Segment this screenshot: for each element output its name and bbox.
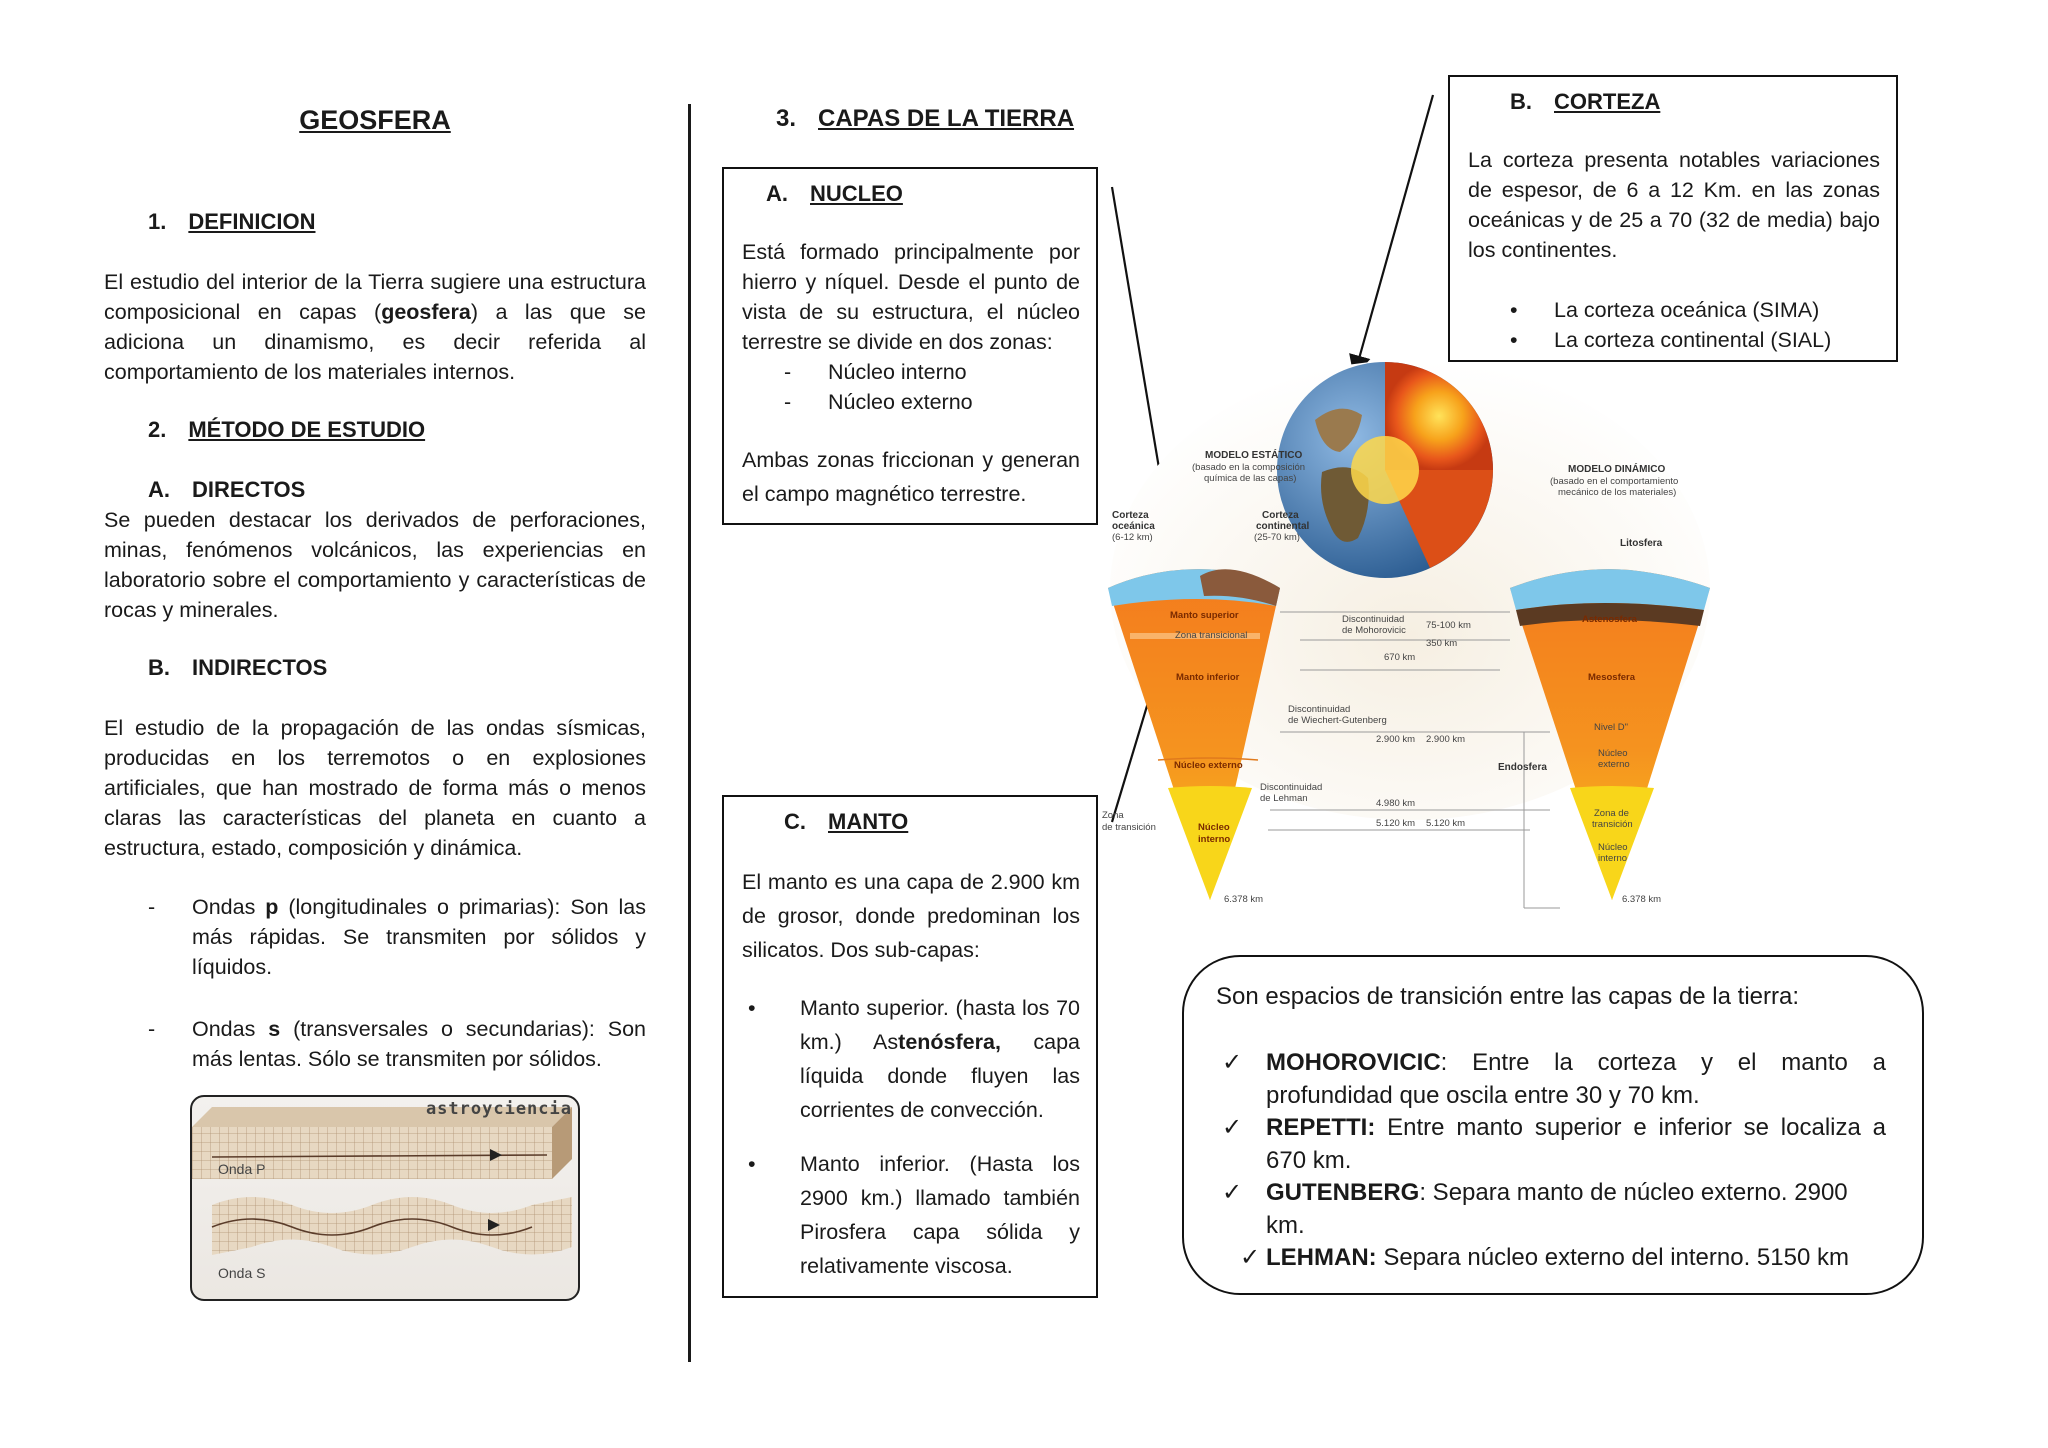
subsection-title: CORTEZA xyxy=(1554,89,1661,114)
list-item-text xyxy=(1266,1112,1886,1177)
label: interno xyxy=(1198,834,1231,845)
subsection-letter: A. xyxy=(148,477,170,502)
label: Discontinuidad xyxy=(1288,704,1351,715)
manto-text-after: capa líquida donde fluyen las corrientes de convección. xyxy=(800,1030,1080,1122)
page-title: GEOSFERA xyxy=(299,105,451,135)
label: Corteza xyxy=(1262,510,1299,521)
transiciones-box xyxy=(1182,955,1924,1295)
list-item-label: Núcleo interno xyxy=(828,360,967,384)
list-item xyxy=(1222,1112,1886,1177)
label: Núcleo xyxy=(1598,748,1628,759)
indirectos-paragraph: El estudio de la propagación de las ondas sísmicas, producidas en los terremotos o en explosiones artificiales, que han mostrado de forma más o menos claras las características del planeta en cuanto a estructura, estado, composición y dinámica. xyxy=(104,716,646,860)
list-item xyxy=(1222,1177,1886,1242)
onda-text-after: (longitudinales o primarias): Son las más rápidas. Se transmiten por sólidos y líquidos. xyxy=(192,895,647,979)
label: 670 km xyxy=(1384,652,1416,663)
list-dash: - xyxy=(148,895,156,919)
label: (25-70 km) xyxy=(1254,532,1300,543)
dynamic-model-subtitle: (basado en el comportamiento xyxy=(1550,476,1679,487)
watermark-logo: astroyciencia xyxy=(425,1099,572,1119)
definicion-bold: geosfera xyxy=(381,300,471,324)
label: de Lehman xyxy=(1260,793,1308,804)
dynamic-model-subtitle: mecánico de los materiales) xyxy=(1558,487,1677,498)
nucleo-paragraph-2: Ambas zonas friccionan y generan el campo magnético terrestre. xyxy=(742,448,1080,506)
onda-text: Ondas xyxy=(192,895,266,919)
section-title: CAPAS DE LA TIERRA xyxy=(818,105,1075,132)
definition: : Separa manto de núcleo externo. 2900 km. xyxy=(1266,1179,1848,1239)
nucleo-paragraph: Está formado principalmente por hierro y níquel. Desde el punto de vista de su estructura, el núcleo terrestre se divide en dos zonas: xyxy=(742,240,1080,354)
label: 6.378 km xyxy=(1224,894,1264,905)
subsection-title: INDIRECTOS xyxy=(192,655,328,680)
subsection-letter: B. xyxy=(148,655,170,680)
list-dash: - xyxy=(784,390,792,414)
term: REPETTI: xyxy=(1266,1114,1376,1141)
subsection-title: DIRECTOS xyxy=(192,477,306,502)
dynamic-model-title: MODELO DINÁMICO xyxy=(1568,464,1666,475)
label: 2.900 km xyxy=(1376,734,1416,745)
label: Astenosfera xyxy=(1582,614,1637,625)
earth-layers-diagram xyxy=(1100,360,1720,920)
list-item-text xyxy=(1266,1047,1886,1112)
label: 75-100 km xyxy=(1426,620,1471,631)
label: oceánica xyxy=(1112,521,1155,532)
label: 350 km xyxy=(1426,638,1458,649)
label: 2.900 km xyxy=(1426,734,1466,745)
label: Mesosfera xyxy=(1588,672,1635,683)
onda-p-label: Onda P xyxy=(218,1161,266,1177)
term: GUTENBERG xyxy=(1266,1179,1420,1206)
list-item xyxy=(1222,1047,1886,1112)
checkmark-icon: ✓ xyxy=(1222,1049,1243,1076)
label: Discontinuidad xyxy=(1260,782,1323,793)
label: transición xyxy=(1592,819,1633,830)
list-bullet: • xyxy=(1510,328,1518,352)
globe-icon xyxy=(1277,362,1493,578)
list-bullet: • xyxy=(748,1152,756,1176)
list-item-label: La corteza oceánica (SIMA) xyxy=(1554,298,1820,322)
list-item-label: Núcleo externo xyxy=(828,390,973,414)
manto-paragraph: El manto es una capa de 2.900 km de grosor, donde predominan los silicatos. Dos sub-capas: xyxy=(742,870,1080,962)
subsection-letter: C. xyxy=(784,809,806,834)
label: externo xyxy=(1598,759,1630,770)
list-dash: - xyxy=(784,360,792,384)
label: 5.120 km xyxy=(1376,818,1416,829)
label: Endosfera xyxy=(1498,762,1547,773)
definicion-text-after: ) a las que se adiciona un dinamismo, es decir referida al comportamiento de los materiales internos. xyxy=(104,300,646,384)
static-model-subtitle: (basado en la composición xyxy=(1192,462,1306,473)
section-number: 3. xyxy=(776,105,797,132)
list-item-text xyxy=(1266,1177,1886,1242)
onda-bold: s xyxy=(268,1017,281,1041)
checkmark-icon: ✓ xyxy=(1240,1244,1261,1271)
definition: : Entre la corteza y el manto a profundidad que oscila entre 30 y 70 km. xyxy=(1266,1049,1886,1109)
manto-text: Manto superior. (hasta los 70 km.) As xyxy=(800,996,1080,1054)
label: 5.120 km xyxy=(1426,818,1466,829)
label: Nivel D" xyxy=(1594,722,1628,733)
term: LEHMAN: xyxy=(1266,1244,1377,1271)
onda-bold: p xyxy=(265,895,279,919)
list-dash: - xyxy=(148,1017,156,1041)
label: interno xyxy=(1598,853,1628,864)
label: de Mohorovicic xyxy=(1342,625,1406,636)
corteza-paragraph: La corteza presenta notables variaciones de espesor, de 6 a 12 Km. en las zonas oceánicas y de 25 a 70 (32 de media) bajo los continentes. xyxy=(1468,148,1880,262)
list-item xyxy=(1222,1242,1886,1275)
label: Núcleo externo xyxy=(1174,760,1243,771)
label: Núcleo xyxy=(1598,842,1628,853)
label: Manto inferior xyxy=(1176,672,1240,683)
onda-text: Ondas xyxy=(192,1017,269,1041)
subsection-letter: A. xyxy=(766,181,788,206)
subsection-letter: B. xyxy=(1510,89,1532,114)
definicion-text: El estudio del interior de la Tierra sugiere una estructura composicional en capas ( xyxy=(104,270,646,324)
list-item-label: La corteza continental (SIAL) xyxy=(1554,328,1832,352)
corteza-arrow xyxy=(1355,95,1433,373)
section-title: DEFINICION xyxy=(188,209,316,234)
label: Zona xyxy=(1102,810,1124,821)
checkmark-icon: ✓ xyxy=(1222,1114,1243,1141)
subsection-title: NUCLEO xyxy=(810,181,903,206)
label: 4.980 km xyxy=(1376,798,1416,809)
label: Zona de xyxy=(1594,808,1629,819)
label: (6-12 km) xyxy=(1112,532,1153,543)
label: Manto superior xyxy=(1170,610,1239,621)
subsection-title: MANTO xyxy=(828,809,909,834)
definition: Separa núcleo externo del interno. 5150 km xyxy=(1376,1244,1849,1271)
directos-paragraph: Se pueden destacar los derivados de perforaciones, minas, fenómenos volcánicos, las experiencias en laboratorio sobre el comportamiento y características de rocas y minerales. xyxy=(104,508,646,622)
onda-text-after: (transversales o secundarias): Son más lentas. Sólo se transmiten por sólidos. xyxy=(192,1017,646,1071)
section-number: 1. xyxy=(148,209,167,234)
section-title: MÉTODO DE ESTUDIO xyxy=(188,417,426,442)
label: 6.378 km xyxy=(1622,894,1662,905)
checkmark-icon: ✓ xyxy=(1222,1179,1243,1206)
label: de Wiechert-Gutenberg xyxy=(1288,715,1387,726)
static-model-title: MODELO ESTÁTICO xyxy=(1205,450,1303,461)
label: Zona transicional xyxy=(1175,630,1248,641)
label: de transición xyxy=(1102,822,1156,833)
label: Litosfera xyxy=(1620,538,1663,549)
list-bullet: • xyxy=(1510,298,1518,322)
label: Discontinuidad xyxy=(1342,614,1405,625)
section-number: 2. xyxy=(148,417,167,442)
manto-bold: tenósfera, xyxy=(898,1030,1001,1054)
manto-item-text: Manto inferior. (Hasta los 2900 km.) llamado también Pirosfera capa sólida y relativamente viscosa. xyxy=(800,1152,1080,1278)
label: Corteza xyxy=(1112,510,1149,521)
term: MOHOROVICIC xyxy=(1266,1049,1441,1076)
static-model-subtitle: química de las capas) xyxy=(1204,473,1297,484)
label: Núcleo xyxy=(1198,822,1230,833)
transiciones-intro: Son espacios de transición entre las capas de la tierra: xyxy=(1216,983,1799,1010)
list-bullet: • xyxy=(748,996,756,1020)
transiciones-list xyxy=(1222,1047,1886,1275)
label: continental xyxy=(1256,521,1310,532)
onda-s-label: Onda S xyxy=(218,1265,266,1281)
list-item-text xyxy=(1266,1242,1886,1275)
definition: Entre manto superior e inferior se localiza a 670 km. xyxy=(1266,1114,1886,1174)
